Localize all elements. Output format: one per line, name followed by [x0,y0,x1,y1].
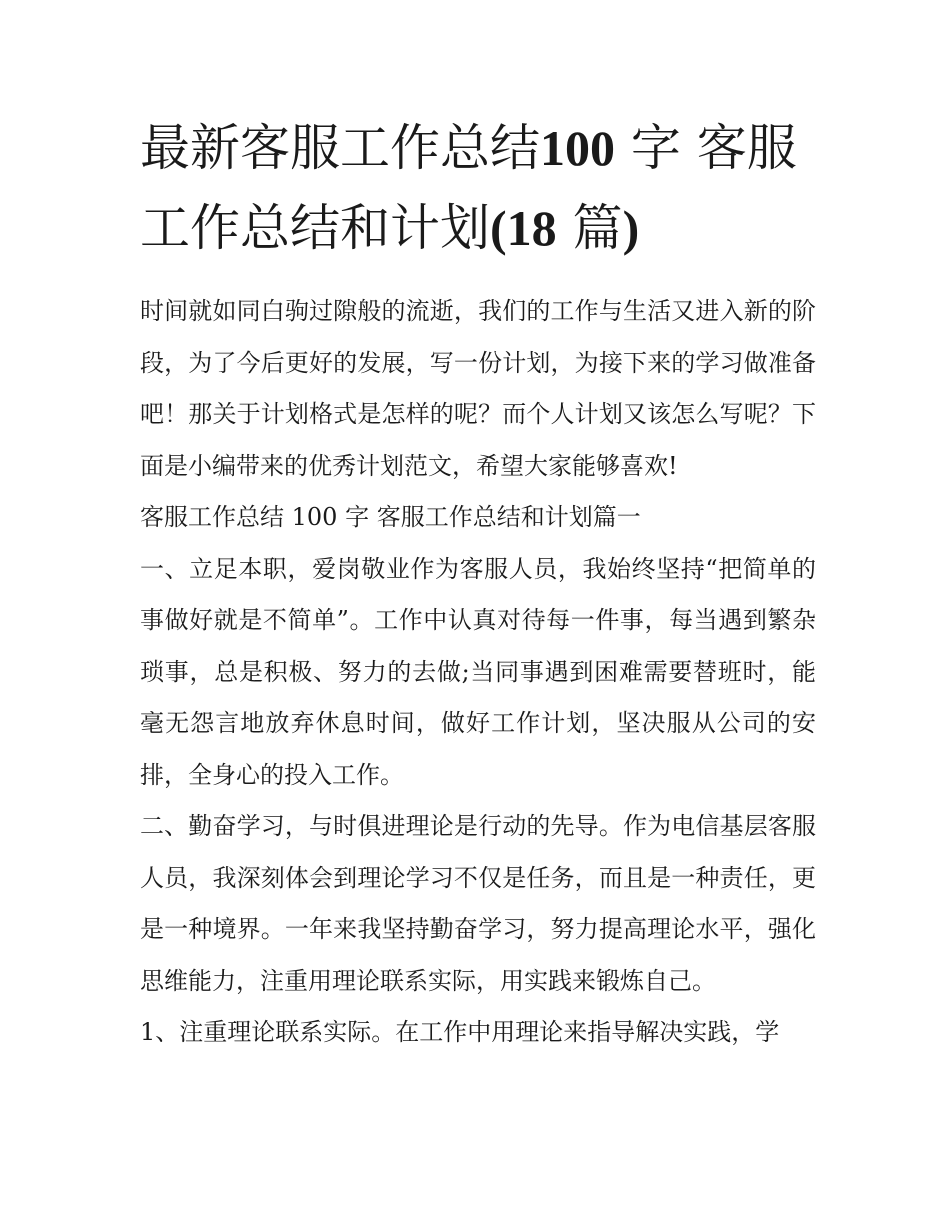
title-part-a: 最新客服工作总结 [140,119,540,177]
title-part-c: 字 客服工作总结和计划 [140,119,797,257]
title-part-d: (18 [490,200,557,256]
title-part-f: ) [622,200,640,256]
section-heading: 客服工作总结 100 字 客服工作总结和计划篇一 [140,503,641,531]
body-paragraph-1: 一、立足本职，爱岗敬业作为客服人员，我始终坚持“把简单的事做好就是不简单”。工作中认真对待每一件事，每当遇到繁杂琐事，总是积极、努力的去做;当同事遇到困难需要替班时，能毫无怨言地放弃休息时间，做好工作计划，坚决服从公司的安排，全身心的投入工作。 [140,554,816,789]
body-paragraph-3: 1、注重理论联系实际。在工作中用理论来指导解决实践，学 [140,1018,780,1046]
document-body [140,286,816,1059]
body-paragraph-2: 二、勤奋学习，与时俱进理论是行动的先导。作为电信基层客服人员，我深刻体会到理论学习不仅是任务，而且是一种责任，更是一种境界。一年来我坚持勤奋学习，努力提高理论水平，强化思维能力，注重用理论联系实际，用实践来锻炼自己。 [140,812,816,995]
intro-paragraph: 时间就如同白驹过隙般的流逝，我们的工作与生活又进入新的阶段，为了今后更好的发展，写一份计划，为接下来的学习做准备吧！那关于计划格式是怎样的呢？而个人计划又该怎么写呢？下面是小编带来的优秀计划范文，希望大家能够喜欢! [140,297,816,480]
title-part-b: 100 [540,120,615,176]
document-title [140,108,816,268]
document-content [140,108,816,1059]
title-part-e: 篇 [556,199,623,257]
